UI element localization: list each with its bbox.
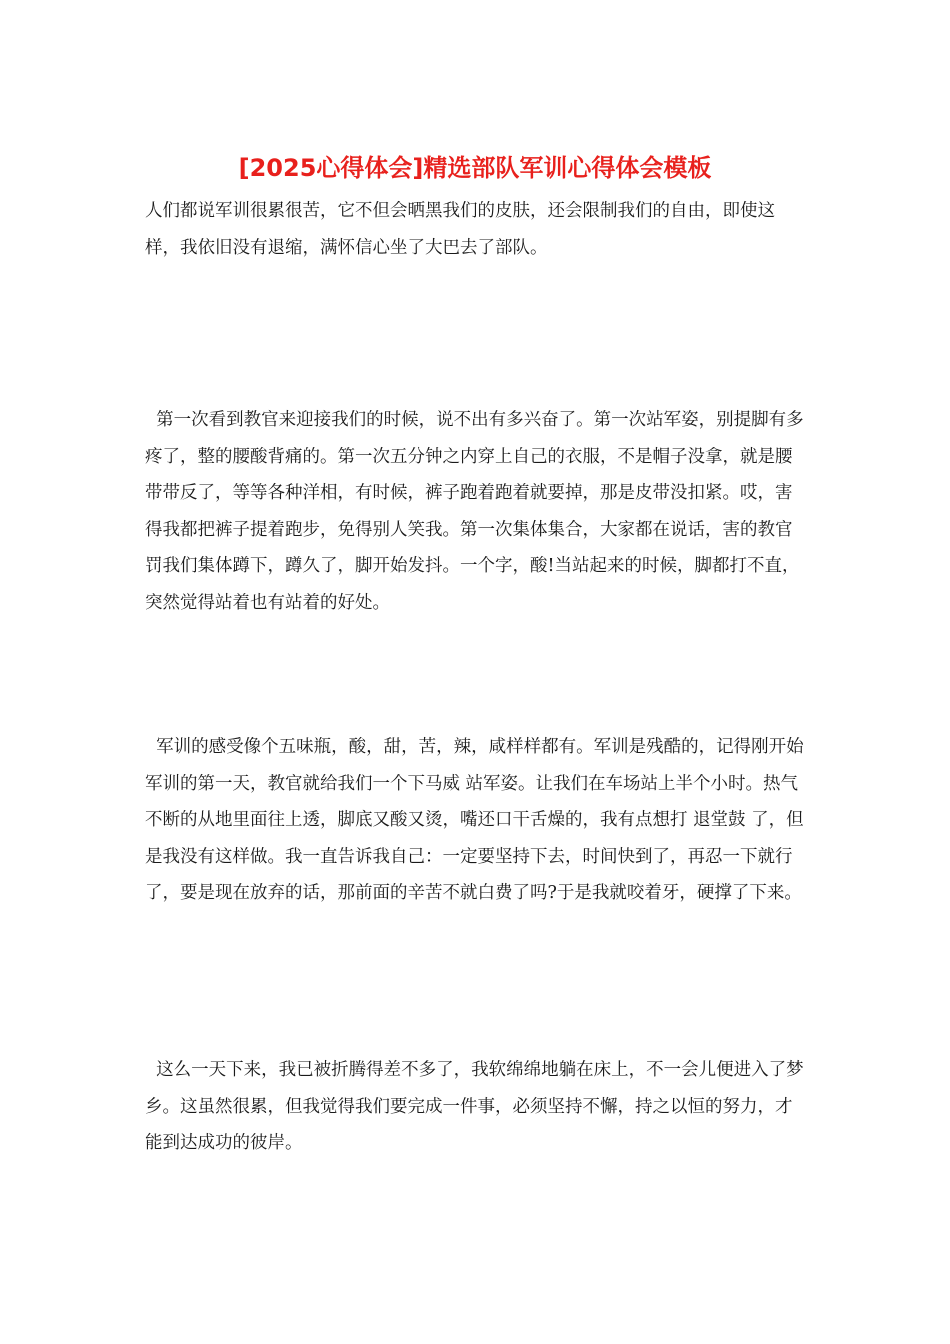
paragraph-feelings: 军训的感受像个五味瓶，酸，甜，苦，辣，咸样样都有。军训是残酷的，记得刚开始军训的第一天，教官就给我们一个下马威 站军姿。让我们在车场站上半个小时。热气不断的从地里面往上透，脚底又酸又烫，嘴还口干舌燥的，我有点想打 退堂鼓 了，但是我没有这样做。我一直告诉我自己：一定要坚持下去，时间快到了，再忍一下就行了，要是现在放弃的话，那前面的辛苦不就白费了吗?于是我就咬着牙，硬撑了下来。	[145, 737, 804, 904]
paragraph-first-experiences: 第一次看到教官来迎接我们的时候，说不出有多兴奋了。第一次站军姿，别提脚有多疼了，整的腰酸背痛的。第一次五分钟之内穿上自己的衣服，不是帽子没拿，就是腰带带反了，等等各种洋相，有时候，裤子跑着跑着就要掉，那是皮带没扣紧。哎，害得我都把裤子提着跑步，免得别人笑我。第一次集体集合，大家都在说话，害的教官罚我们集体蹲下，蹲久了，脚开始发抖。一个字，酸!当站起来的时候，脚都打不直，突然觉得站着也有站着的好处。	[145, 410, 804, 613]
document-title: [2025心得体会]精选部队军训心得体会模板	[238, 154, 712, 182]
paragraph-intro: 人们都说军训很累很苦，它不但会晒黑我们的皮肤，还会限制我们的自由，即使这样，我依旧没有退缩，满怀信心坐了大巴去了部队。	[145, 201, 775, 258]
paragraph-conclusion: 这么一天下来，我已被折腾得差不多了，我软绵绵地躺在床上，不一会儿便进入了梦乡。这虽然很累，但我觉得我们要完成一件事，必须坚持不懈，持之以恒的努力，才能到达成功的彼岸。	[145, 1060, 804, 1154]
